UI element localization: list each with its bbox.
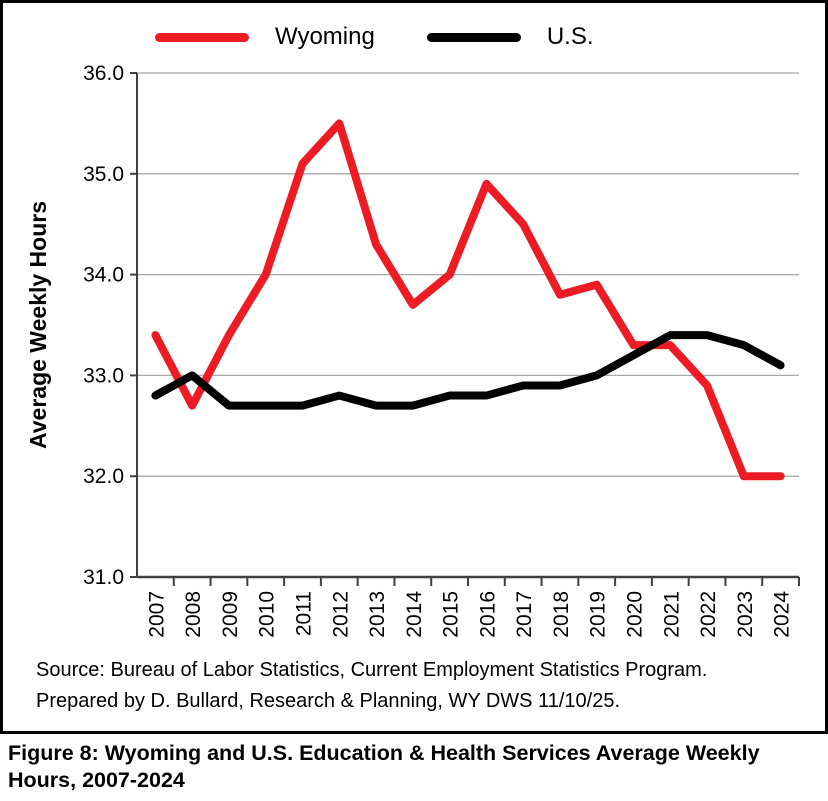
source-note bbox=[36, 655, 707, 717]
x-tick-label: 2021 bbox=[660, 591, 684, 638]
wyoming-line-swatch bbox=[155, 33, 249, 42]
us-line bbox=[155, 335, 780, 406]
y-tick-label: 32.0 bbox=[83, 465, 124, 489]
chart-legend bbox=[155, 25, 594, 49]
x-tick-label: 2022 bbox=[697, 591, 721, 638]
legend-item-us bbox=[427, 25, 594, 49]
x-tick-label: 2018 bbox=[549, 591, 573, 638]
x-tick-label: 2013 bbox=[366, 591, 390, 638]
y-tick-label: 33.0 bbox=[83, 364, 124, 388]
x-tick-label: 2009 bbox=[218, 591, 242, 638]
x-tick-label: 2012 bbox=[329, 591, 353, 638]
x-tick-label: 2024 bbox=[770, 591, 794, 638]
x-tick-label: 2008 bbox=[182, 591, 206, 638]
x-tick-label: 2019 bbox=[586, 591, 610, 638]
x-tick-label: 2010 bbox=[255, 591, 279, 638]
source-line: Source: Bureau of Labor Statistics, Current Employment Statistics Program. bbox=[36, 659, 708, 681]
x-tick-label: 2020 bbox=[623, 591, 647, 638]
wyoming-line bbox=[155, 123, 780, 476]
legend-label: U.S. bbox=[546, 23, 594, 50]
legend-label: Wyoming bbox=[275, 23, 375, 50]
y-tick-label: 36.0 bbox=[83, 62, 124, 85]
x-tick-label: 2007 bbox=[145, 591, 169, 638]
x-tick-label: 2023 bbox=[733, 591, 757, 638]
prepared-by-line: Prepared by D. Bullard, Research & Planning, WY DWS 11/10/25. bbox=[36, 690, 620, 712]
x-tick-label: 2017 bbox=[513, 591, 537, 638]
us-line-swatch bbox=[427, 33, 521, 42]
figure-caption: Figure 8: Wyoming and U.S. Education & Health Services Average Weekly Hours, 2007-2024 bbox=[8, 741, 760, 792]
y-tick-label: 34.0 bbox=[83, 263, 124, 287]
x-tick-label: 2011 bbox=[292, 591, 316, 637]
y-axis-title: Average Weekly Hours bbox=[25, 200, 51, 450]
legend-item-wyoming bbox=[155, 25, 375, 49]
x-tick-label: 2016 bbox=[476, 591, 500, 638]
y-tick-label: 31.0 bbox=[83, 566, 124, 589]
x-tick-label: 2014 bbox=[402, 591, 426, 638]
x-tick-label: 2015 bbox=[439, 591, 463, 638]
y-tick-label: 35.0 bbox=[83, 162, 124, 186]
